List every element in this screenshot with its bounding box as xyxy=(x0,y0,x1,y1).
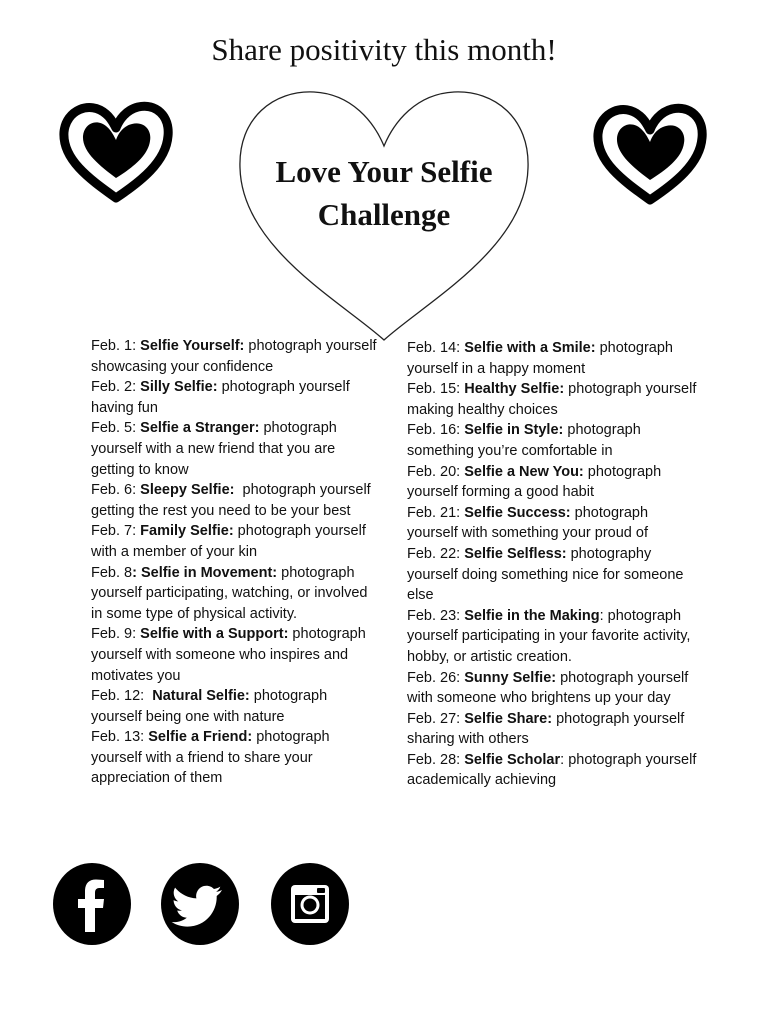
schedule-entry xyxy=(407,668,697,709)
entry-description: : photograph yourself academically achieving xyxy=(407,751,701,789)
schedule-entry xyxy=(407,420,697,461)
entry-description: photograph yourself with someone who brightens up your day xyxy=(407,669,693,707)
schedule-entry xyxy=(407,462,697,503)
entry-description: photograph something you’re comfortable in xyxy=(407,422,645,459)
entry-description: photograph yourself with a new friend that you are getting to know xyxy=(91,420,341,478)
entry-challenge-name: Selfie in the Making xyxy=(464,607,600,624)
entry-challenge-name: Selfie Yourself: xyxy=(140,338,245,354)
facebook-icon[interactable] xyxy=(52,862,132,946)
entry-date: Feb. 23: xyxy=(407,607,465,624)
entry-challenge-name: Selfie a New You: xyxy=(464,463,584,480)
entry-description: photograph yourself with a member of your kin xyxy=(91,523,370,560)
entry-date: Feb. 9: xyxy=(91,626,141,643)
entry-description: photography yourself doing something nice for someone else xyxy=(407,545,688,604)
entry-date: Feb. 13: xyxy=(91,729,149,746)
entry-date: Feb. 2: xyxy=(91,379,141,396)
entry-date: Feb. 16: xyxy=(407,422,465,439)
entry-challenge-name: Sleepy Selfie: xyxy=(140,482,235,499)
schedule-entry xyxy=(91,377,381,418)
schedule-entry xyxy=(91,727,381,789)
entry-date: Feb. 21: xyxy=(407,504,465,521)
heart-icon xyxy=(56,98,176,208)
entry-challenge-name: Selfie a Stranger: xyxy=(140,420,260,437)
schedule-entry xyxy=(407,379,701,420)
schedule-entry xyxy=(407,709,697,750)
entry-description: photograph yourself in a happy moment xyxy=(407,340,678,377)
schedule-entry xyxy=(407,606,697,668)
entry-description: photograph yourself with a friend to share your appreciation of them xyxy=(91,729,334,787)
entry-description: : photograph yourself participating in your favorite activity, hobby, or artistic creation. xyxy=(407,607,695,665)
schedule-entry xyxy=(91,521,381,562)
entry-date: Feb. 15: xyxy=(407,381,465,398)
instagram-icon[interactable] xyxy=(270,862,350,946)
schedule-entry xyxy=(91,336,381,377)
entry-description: photograph yourself with something your proud of xyxy=(407,504,653,542)
schedule-entry xyxy=(91,418,381,480)
entry-date: Feb. 28: xyxy=(407,751,465,768)
entry-date: Feb. 20: xyxy=(407,463,465,480)
entry-date: Feb. 8 xyxy=(91,564,133,581)
entry-challenge-name: : Selfie in Movement: xyxy=(132,564,278,581)
schedule-entry xyxy=(407,750,701,791)
schedule-entry xyxy=(91,480,381,521)
entry-challenge-name: Selfie with a Support: xyxy=(140,626,289,643)
page-tagline: Share positivity this month! xyxy=(211,32,557,67)
entry-description: photograph yourself forming a good habit xyxy=(407,463,666,501)
schedule-entry xyxy=(407,503,697,544)
entry-date: Feb. 6: xyxy=(91,482,141,499)
schedule-entry xyxy=(407,544,697,606)
schedule-entry xyxy=(91,624,381,686)
entry-description: photograph yourself making healthy choices xyxy=(407,381,701,418)
entry-challenge-name: Selfie Scholar xyxy=(464,751,561,768)
twitter-icon[interactable] xyxy=(160,862,240,946)
entry-date: Feb. 22: xyxy=(407,545,465,562)
entry-description: photograph yourself participating, watching, or involved in some type of physical activity. xyxy=(91,564,372,622)
entry-challenge-name: Natural Selfie: xyxy=(152,688,250,705)
entry-challenge-name: Silly Selfie: xyxy=(140,379,218,396)
entry-date: Feb. 5: xyxy=(91,420,141,437)
title-line-2: Challenge xyxy=(317,197,451,232)
entry-challenge-name: Healthy Selfie: xyxy=(464,381,565,398)
left-schedule-column xyxy=(91,336,381,789)
challenge-title xyxy=(234,150,534,236)
entry-challenge-name: Selfie Selfless: xyxy=(464,545,567,562)
entry-date: Feb. 7: xyxy=(91,523,141,540)
schedule-entry xyxy=(91,686,381,727)
entry-challenge-name: Selfie in Style: xyxy=(464,422,564,439)
entry-description: photograph yourself having fun xyxy=(91,379,354,416)
entry-description: photograph yourself being one with nature xyxy=(91,688,332,725)
schedule-entry xyxy=(91,563,381,625)
entry-description: photograph yourself with someone who inspires and motivates you xyxy=(91,626,370,684)
heart-icon xyxy=(590,100,710,210)
entry-date: Feb. 14: xyxy=(407,340,465,356)
entry-date: Feb. 1: xyxy=(91,338,141,354)
entry-date: Feb. 12: xyxy=(91,688,153,705)
entry-challenge-name: Selfie Share: xyxy=(464,710,553,727)
right-schedule-column xyxy=(407,338,701,791)
entry-challenge-name: Sunny Selfie: xyxy=(464,669,557,686)
entry-description: photograph yourself showcasing your confidence xyxy=(91,338,381,375)
entry-challenge-name: Selfie with a Smile: xyxy=(464,340,596,356)
schedule-entry xyxy=(407,338,697,379)
entry-challenge-name: Selfie a Friend: xyxy=(148,729,253,746)
entry-date: Feb. 27: xyxy=(407,710,465,727)
entry-date: Feb. 26: xyxy=(407,669,465,686)
title-line-1: Love Your Selfie xyxy=(275,154,493,189)
entry-challenge-name: Family Selfie: xyxy=(140,523,234,540)
entry-challenge-name: Selfie Success: xyxy=(464,504,571,521)
entry-description: photograph yourself sharing with others xyxy=(407,710,689,748)
entry-description: photograph yourself getting the rest you need to be your best xyxy=(91,482,375,519)
